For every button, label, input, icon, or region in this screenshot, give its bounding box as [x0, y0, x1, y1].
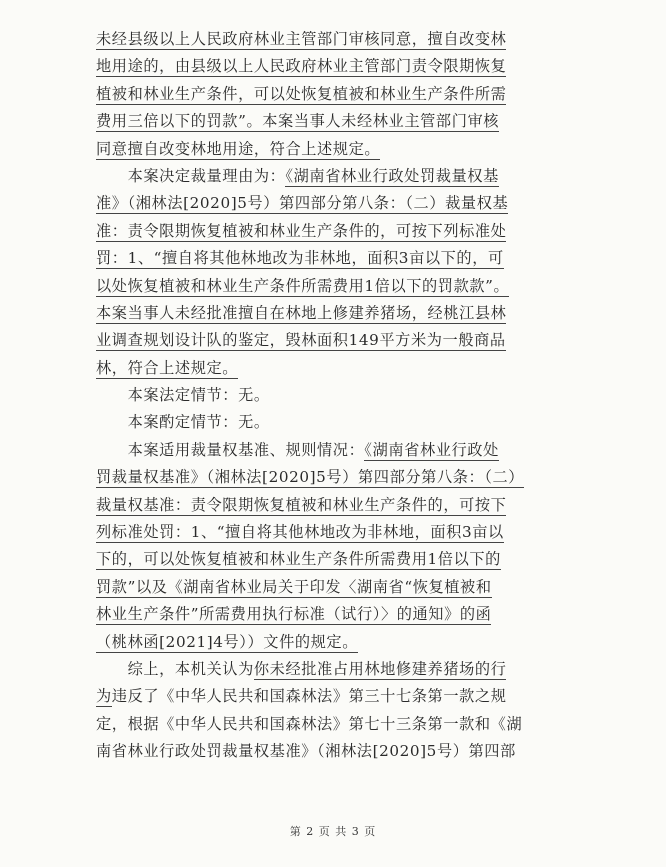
text-line	[96, 711, 566, 738]
underlined-text: 罚裁量权基准》（湘林法[2020]5号）第四部分第八条：（二）	[96, 468, 525, 487]
underlined-text: 植被和林业生产条件，可以处恢复植被和林业生产条件所需	[96, 84, 507, 103]
text-segment: 南省林业行政处罚裁量权基准》（湘林法[2020]5号）第四部	[96, 742, 516, 761]
text-segment: 本案酌定情节：无。	[96, 413, 270, 432]
underlined-text: 罚款”以及《湖南省林业局关于印发〈湖南省“恢复植被和	[96, 577, 492, 596]
text-line	[96, 273, 566, 300]
underlined-text: 《湖南省林业行政处	[364, 440, 499, 459]
page-footer: 第 2 页 共 3 页	[289, 825, 377, 838]
text-line	[96, 656, 566, 683]
underlined-text: 本案当事人未经批准擅自在林地上修建养猪场，经桃江县林	[96, 303, 507, 322]
text-line	[96, 382, 566, 409]
text-line	[96, 108, 566, 135]
text-segment: 本案法定情节：无。	[96, 386, 270, 405]
underlined-text: 罚：1、“擅自将其他林地改为非林地，面积3亩以下的，可	[96, 249, 504, 268]
text-line	[96, 546, 566, 573]
text-segment: 本案决定裁量理由为：	[96, 166, 286, 185]
underlined-text: 裁量权基准：责令限期恢复植被和林业生产条件的，可按下	[96, 495, 507, 514]
text-line	[96, 136, 566, 163]
text-line	[96, 190, 566, 217]
text-line	[96, 464, 566, 491]
text-line	[96, 574, 566, 601]
underlined-text: 以处恢复植被和林业生产条件所需费用1倍以下的罚款款”。	[96, 276, 510, 295]
underlined-text: （桃林函[2021]4号））文件的规定。	[96, 632, 359, 651]
text-line	[96, 738, 566, 765]
text-line	[96, 683, 566, 710]
text-line	[96, 26, 566, 53]
text-line	[96, 519, 566, 546]
text-line	[96, 218, 566, 245]
underlined-text: 你未经批准占用林地修建养猪场的行	[253, 659, 507, 678]
text-segment: 本案适用裁量权基准、规则情况：	[96, 440, 365, 459]
text-line	[96, 327, 566, 354]
underlined-text: 准》（湘林法[2020]5号）第四部分第八条：（二）裁量权基	[96, 194, 509, 213]
text-segment: 定，根据《中华人民共和国森林法》第七十三条第一款和《湖	[96, 714, 523, 733]
underlined-text: 未经县级以上人民政府林业主管部门审核同意，擅自改变林	[96, 30, 507, 48]
document-body	[96, 26, 566, 766]
text-line	[96, 81, 566, 108]
underlined-text: 费用三倍以下的罚款”。本案当事人未经林业主管部门审核	[96, 112, 500, 131]
text-line	[96, 163, 566, 190]
underlined-text: 列标准处罚：1、“擅自将其他林地改为非林地，面积3亩以	[96, 523, 504, 542]
text-line	[96, 355, 566, 382]
underlined-text: 下的，可以处恢复植被和林业生产条件所需费用1倍以下的	[96, 550, 501, 569]
underlined-text: 同意擅自改变林地用途，符合上述规定。	[96, 139, 381, 158]
underlined-text: 为	[96, 687, 112, 706]
text-line	[96, 53, 566, 80]
text-segment: 违反了《中华人民共和国森林法》第三十七条第一款之规	[111, 687, 507, 706]
text-line	[96, 245, 566, 272]
underlined-text: 《湖南省林业行政处罚裁量权基	[285, 166, 499, 185]
text-line	[96, 601, 566, 628]
text-line	[96, 629, 566, 656]
text-line	[96, 300, 566, 327]
underlined-text: 准：责令限期恢复植被和林业生产条件的，可按下列标准处	[96, 221, 507, 240]
text-segment: 综上，本机关认为	[96, 659, 254, 678]
underlined-text: 业调查规划设计队的鉴定，毁林面积149平方米为一般商品	[96, 331, 506, 350]
underlined-text: 地用途的，由县级以上人民政府林业主管部门责令限期恢复	[96, 57, 507, 76]
text-line	[96, 409, 566, 436]
text-line	[96, 492, 566, 519]
underlined-text: 林业生产条件”所需费用执行标准（试行）〉的通知》的函	[96, 605, 492, 624]
text-line	[96, 437, 566, 464]
underlined-text: 林，符合上述规定。	[96, 358, 239, 377]
